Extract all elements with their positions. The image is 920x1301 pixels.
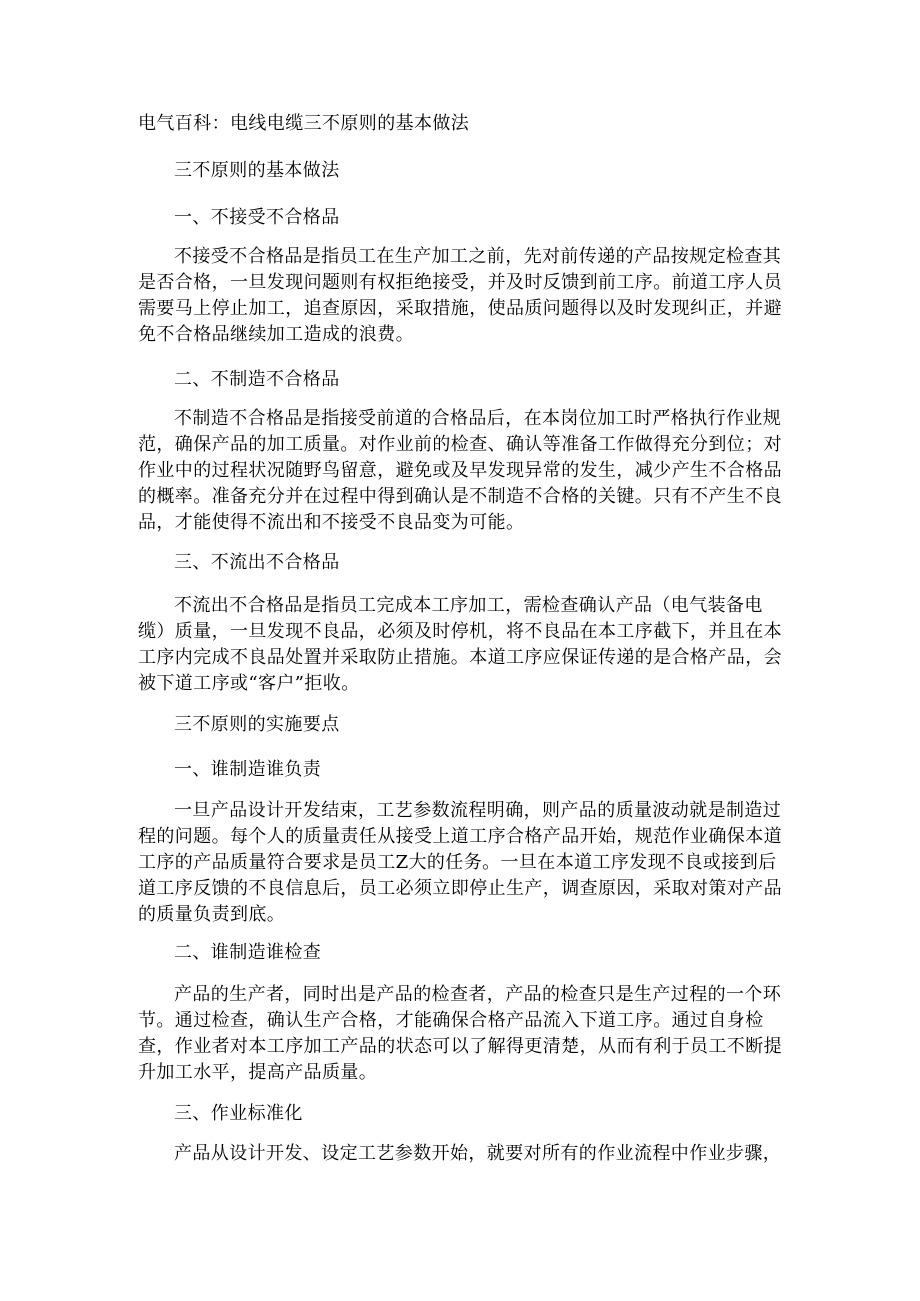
paragraph-2: 不制造不合格品是指接受前道的合格品后，在本岗位加工时严格执行作业规范，确保产品的加工质量。对作业前的检查、确认等准备工作做得充分到位；对作业中的过程状况随野鸟留意，避免或及早发现异常的发生，减少产生不合格品的概率。准备充分并在过程中得到确认是不制造不合格的关键。只有不产生不良品，才能使得不流出和不接受不良品变为可能。 (138, 408, 782, 533)
subheading-6: 三、作业标准化 (174, 1103, 303, 1124)
paragraph-6: 产品从设计开发、设定工艺参数开始，就要对所有的作业流程中作业步骤， (174, 1143, 782, 1164)
paragraph-5: 产品的生产者，同时出是产品的检查者，产品的检查只是生产过程的一个环节。通过检查，确认生产合格，才能确保合格产品流入下道工序。通过自身检查，作业者对本工序加工产品的状态可以了解得更清楚，从而有利于员工不断提升加工水平，提高产品质量。 (138, 984, 782, 1083)
paragraph-4: 一旦产品设计开发结束，工艺参数流程明确，则产品的质量波动就是制造过程的问题。每个人的质量责任从接受上道工序合格产品开始，规范作业确保本道工序的产品质量符合要求是员工Z大的任务。一旦在本道工序发现不良或接到后道工序反馈的不良信息后，员工必须立即停止生产，调查原因，采取对策对产品的质量负责到底。 (138, 800, 782, 925)
subheading-5: 二、谁制造谁检查 (174, 942, 322, 963)
subheading-1: 一、不接受不合格品 (174, 207, 340, 228)
subheading-4: 一、谁制造谁负责 (174, 759, 322, 780)
subheading-2: 二、不制造不合格品 (174, 369, 340, 390)
paragraph-1: 不接受不合格品是指员工在生产加工之前，先对前传递的产品按规定检查其是否合格，一旦发现问题则有权拒绝接受，并及时反馈到前工序。前道工序人员需要马上停止加工，追查原因，采取措施，使品质问题得以及时发现纠正，并避免不合格品继续加工造成的浪费。 (138, 246, 782, 345)
paragraph-3: 不流出不合格品是指员工完成本工序加工，需检查确认产品（电气装备电缆）质量，一旦发现不良品，必须及时停机，将不良品在本工序截下，并且在本工序内完成不良品处置并采取防止措施。本道工序应保证传递的是合格产品，会被下道工序或“客户”拒收。 (138, 595, 782, 694)
document-title: 电气百科：电线电缆三不原则的基本做法 (138, 113, 470, 134)
section-heading-key-points: 三不原则的实施要点 (174, 714, 340, 735)
section-heading-basic: 三不原则的基本做法 (174, 160, 340, 181)
subheading-3: 三、不流出不合格品 (174, 552, 340, 573)
